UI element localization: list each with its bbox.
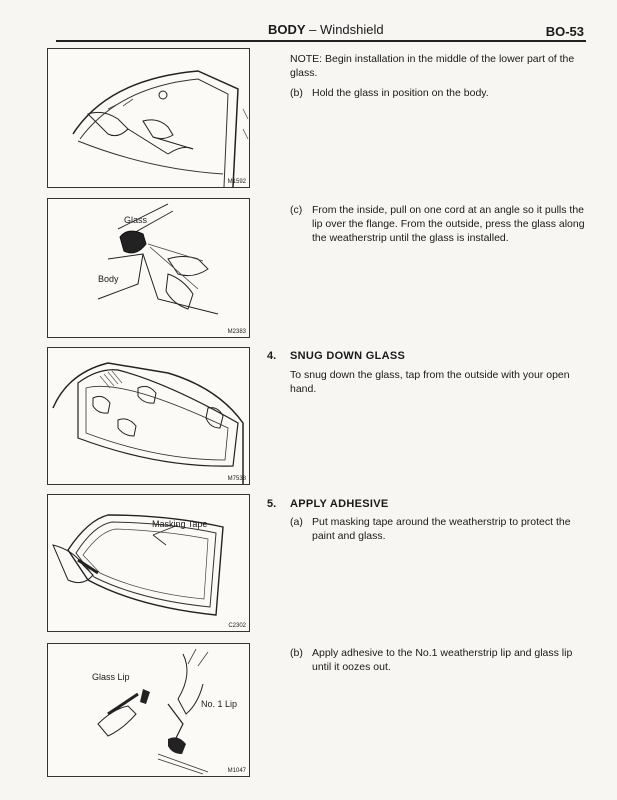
header-section: BODY xyxy=(268,22,306,37)
illustration-pull-cord xyxy=(48,199,249,337)
substep-text: Apply adhesive to the No.1 weatherstrip lip and glass lip until it oozes out. xyxy=(312,647,573,673)
figure-code: C2302 xyxy=(228,623,246,629)
page-header xyxy=(56,20,584,40)
figure-pull-cord xyxy=(47,198,250,338)
substep-a-tape xyxy=(290,515,586,543)
step-4-number: 4. xyxy=(267,350,277,362)
illustration-apply-adhesive xyxy=(48,644,249,776)
page-number: BO-53 xyxy=(545,24,584,39)
illustration-masking-tape xyxy=(48,495,249,631)
figure-hold-glass xyxy=(47,48,250,188)
figure-code: M2383 xyxy=(227,329,246,335)
step-4-title: SNUG DOWN GLASS xyxy=(290,350,406,362)
figure-code: M1592 xyxy=(227,179,246,185)
note-text: NOTE: Begin installation in the middle of the lower part of the glass. xyxy=(290,53,575,79)
substep-b-hold xyxy=(290,86,586,100)
substep-text: Hold the glass in position on the body. xyxy=(312,87,489,99)
illustration-hold-glass xyxy=(48,49,249,187)
substep-c-pull xyxy=(290,203,586,245)
substep-text: From the inside, pull on one cord at an angle so it pulls the lip over the flange. From the outside, press the glass along the weatherstrip until the glass is installed. xyxy=(312,204,585,244)
header-dash: – xyxy=(305,22,321,37)
step-5-title: APPLY ADHESIVE xyxy=(290,498,389,510)
step-5-b-block xyxy=(290,646,586,674)
label-body: Body xyxy=(98,274,119,284)
substep-marker: (b) xyxy=(290,647,303,659)
figure-code: M1047 xyxy=(227,768,246,774)
substep-marker: (c) xyxy=(290,204,303,216)
label-no1-lip: No. 1 Lip xyxy=(201,699,238,709)
header-subsection: Windshield xyxy=(320,22,384,37)
figure-snug-glass xyxy=(47,347,250,485)
figure-apply-adhesive xyxy=(47,643,250,777)
note-block xyxy=(290,52,586,100)
step-4-body xyxy=(290,368,586,402)
step-5-number: 5. xyxy=(267,498,277,510)
illustration-snug-glass xyxy=(48,348,249,484)
figure-masking-tape xyxy=(47,494,250,632)
label-glass: Glass xyxy=(124,215,148,225)
substep-marker: (b) xyxy=(290,87,303,99)
label-masking-tape: Masking Tape xyxy=(152,519,208,529)
header-rule xyxy=(56,40,586,42)
header-title xyxy=(268,22,384,37)
step-5-a-block xyxy=(290,515,586,543)
substep-marker: (a) xyxy=(290,516,303,528)
figure-code: M7538 xyxy=(227,476,246,482)
substep-b-adhesive xyxy=(290,646,586,674)
substep-text: Put masking tape around the weatherstrip to protect the paint and glass. xyxy=(312,516,571,542)
label-glass-lip: Glass Lip xyxy=(92,672,130,682)
substep-c-block xyxy=(290,203,586,245)
step-4-text: To snug down the glass, tap from the outside with your open hand. xyxy=(290,369,570,395)
